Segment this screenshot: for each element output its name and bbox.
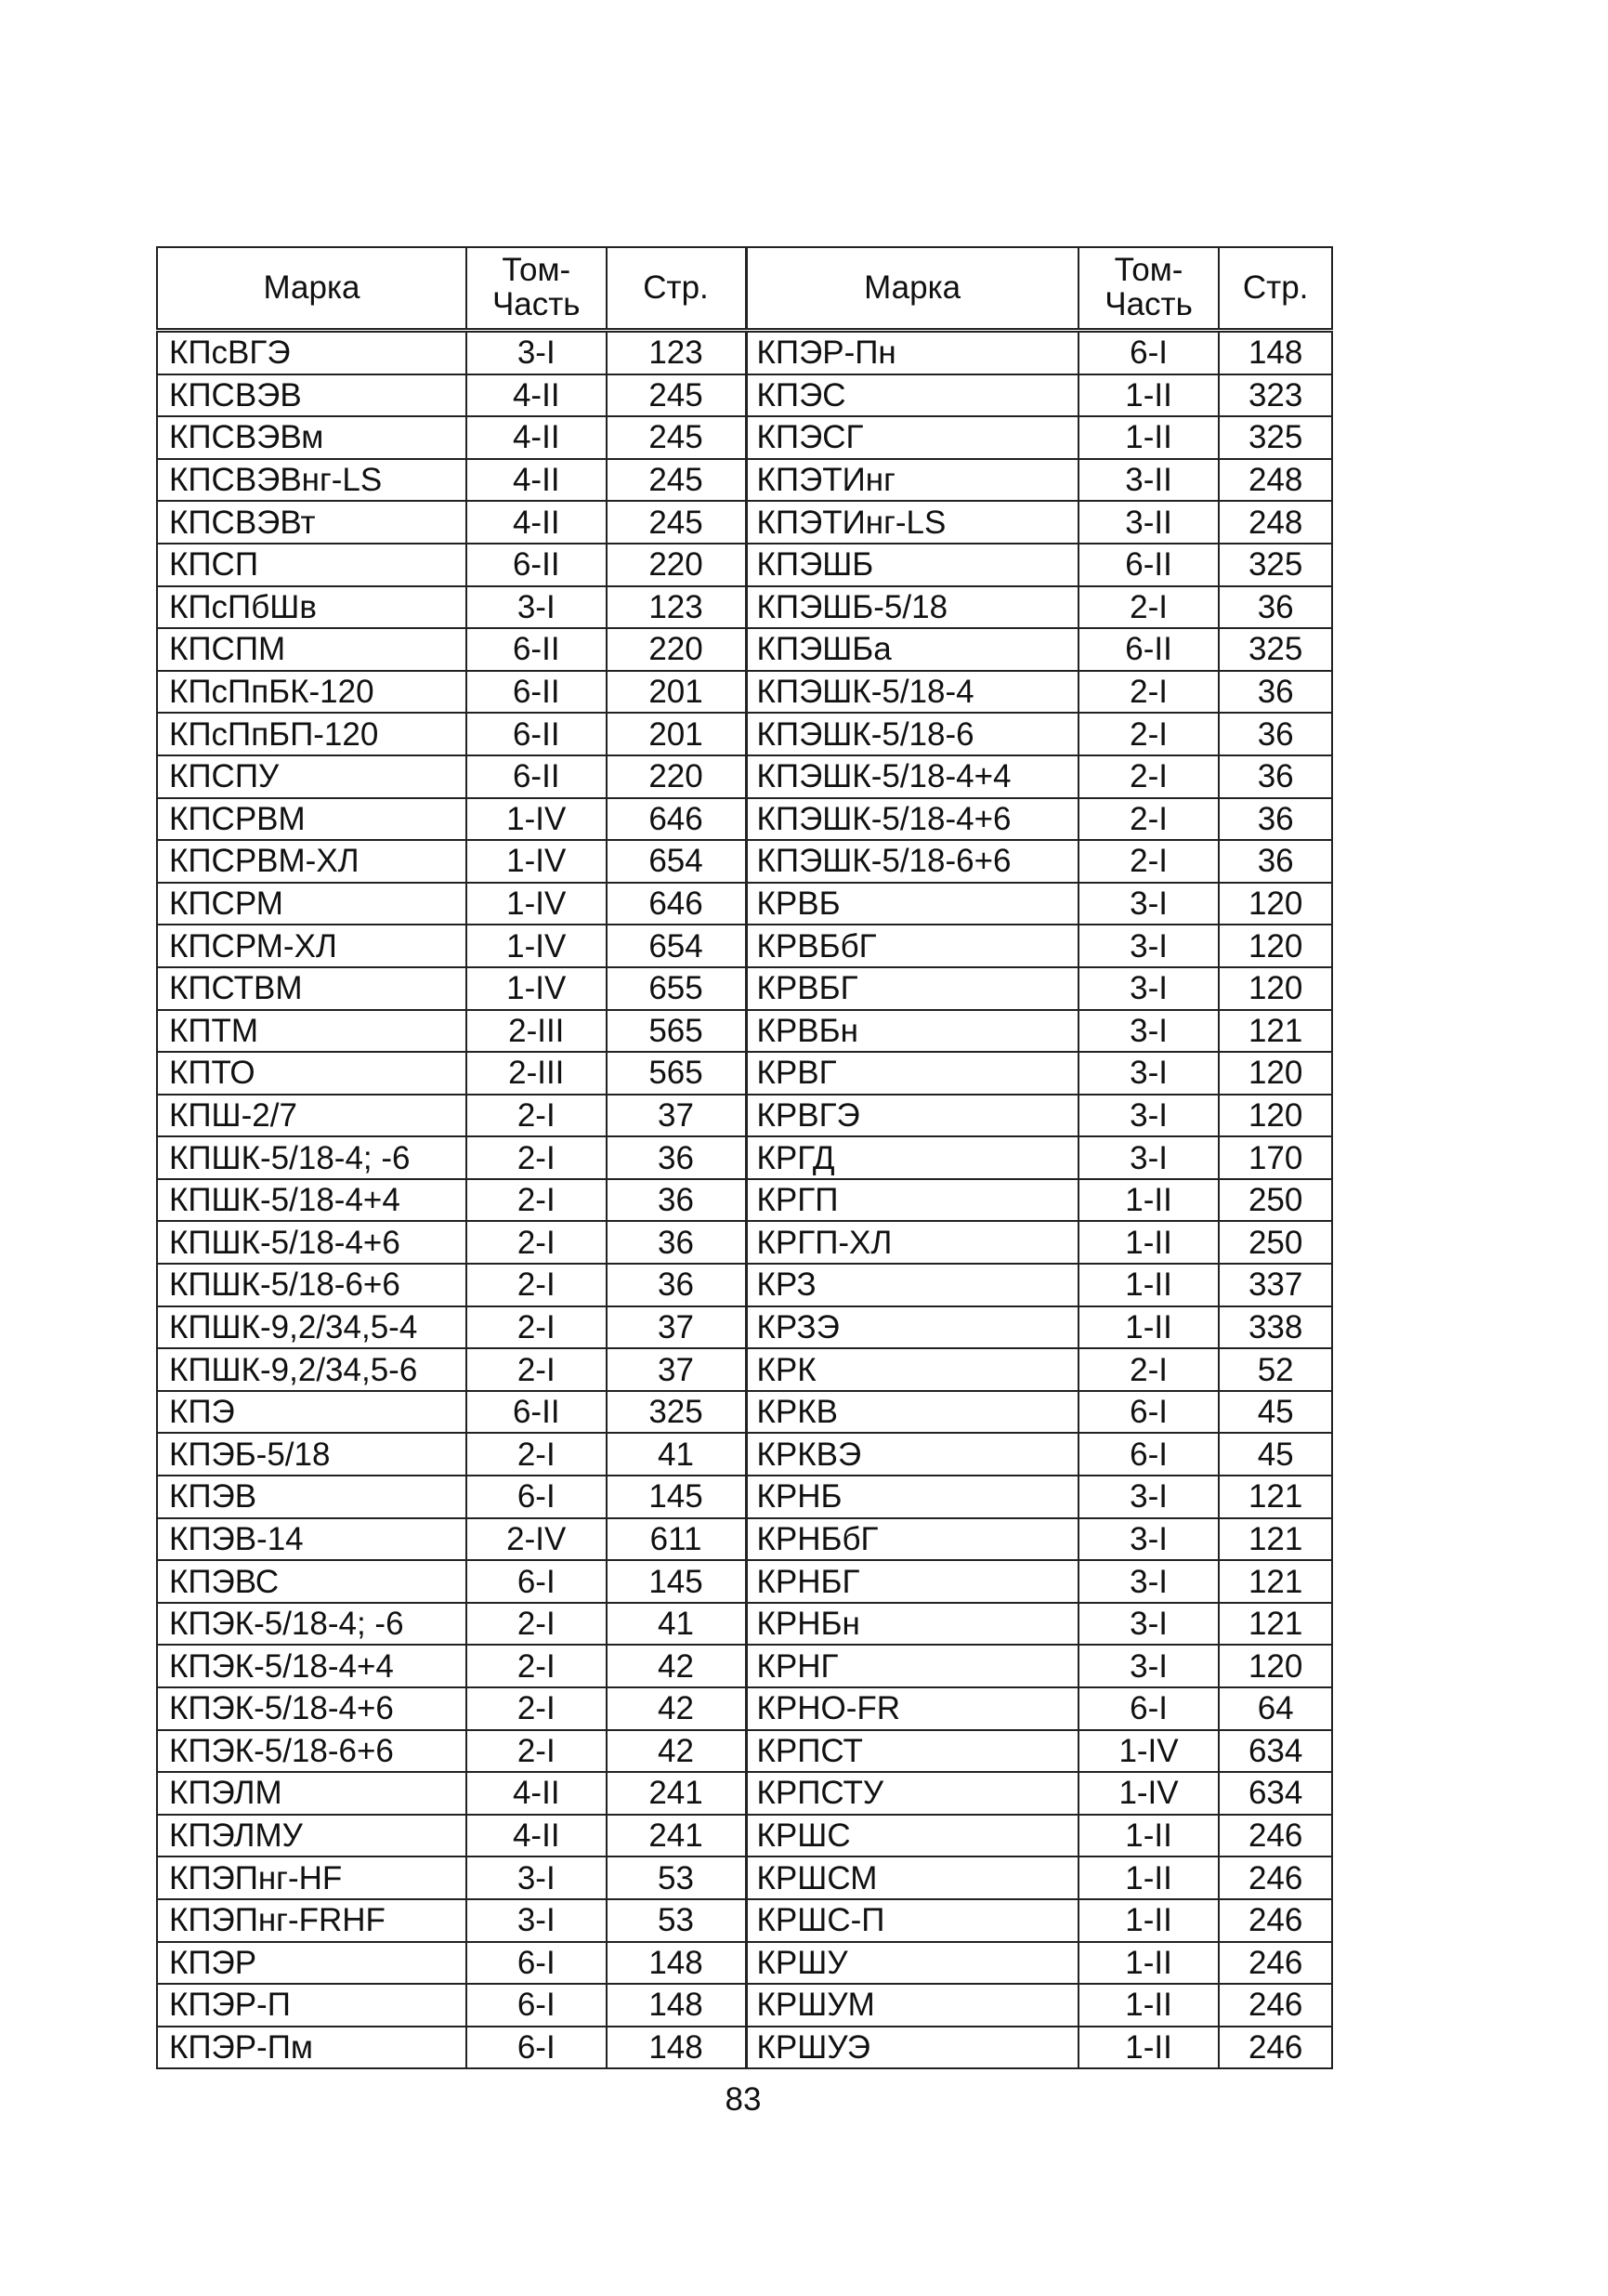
page-cell: 565 [607, 1052, 747, 1095]
volume-part-cell: 4-II [466, 416, 607, 459]
volume-part-cell: 1-II [1079, 1306, 1220, 1349]
volume-part-cell: 6-II [1079, 628, 1220, 671]
volume-part-cell: 1-II [1079, 1179, 1220, 1222]
page-cell: 170 [1219, 1136, 1332, 1179]
page-cell: 52 [1219, 1348, 1332, 1391]
table-row [157, 1772, 1332, 1815]
volume-part-cell: 3-I [1079, 967, 1220, 1010]
page-cell: 245 [607, 459, 747, 502]
page-cell: 36 [1219, 798, 1332, 841]
page-cell: 120 [1219, 1645, 1332, 1687]
table-row [157, 1136, 1332, 1179]
volume-part-cell: 1-IV [466, 883, 607, 925]
page-cell: 646 [607, 798, 747, 841]
header-page-left: Стр. [607, 247, 747, 331]
page-cell: 120 [1219, 1095, 1332, 1137]
page-cell: 248 [1219, 459, 1332, 502]
table-row [157, 1603, 1332, 1646]
table-row [157, 713, 1332, 755]
page-cell: 325 [607, 1391, 747, 1434]
volume-part-cell: 6-I [466, 1476, 607, 1518]
page-cell: 634 [1219, 1772, 1332, 1815]
page-cell: 325 [1219, 628, 1332, 671]
volume-part-cell: 2-I [466, 1221, 607, 1264]
volume-part-cell: 3-I [466, 331, 607, 374]
page-cell: 246 [1219, 1899, 1332, 1942]
volume-part-cell: 4-II [466, 374, 607, 417]
mark-cell: КПЭР-Пн [746, 331, 1079, 374]
table-row [157, 1221, 1332, 1264]
mark-cell: КРВБГ [746, 967, 1079, 1010]
mark-cell: КПЭР-П [157, 1984, 466, 2027]
page-cell: 245 [607, 501, 747, 544]
mark-cell: КПсВГЭ [157, 331, 466, 374]
volume-part-cell: 3-I [1079, 1603, 1220, 1646]
mark-cell: КПЭК-5/18-4+6 [157, 1687, 466, 1730]
volume-part-cell: 1-IV [466, 925, 607, 967]
volume-part-cell: 1-IV [466, 840, 607, 883]
volume-part-cell: 6-I [466, 2027, 607, 2069]
mark-cell: КРГП [746, 1179, 1079, 1222]
mark-cell: КПЭШК-5/18-4+4 [746, 755, 1079, 798]
page-cell: 655 [607, 967, 747, 1010]
mark-cell: КПЭШБа [746, 628, 1079, 671]
table-row [157, 1518, 1332, 1561]
table-row [157, 416, 1332, 459]
mark-cell: КПЭШК-5/18-4 [746, 671, 1079, 714]
page-cell: 220 [607, 755, 747, 798]
volume-part-cell: 2-I [1079, 1348, 1220, 1391]
table-body [157, 331, 1332, 2069]
page-cell: 45 [1219, 1391, 1332, 1434]
page-cell: 42 [607, 1645, 747, 1687]
volume-part-cell: 6-I [1079, 1433, 1220, 1476]
table-row [157, 459, 1332, 502]
page-cell: 654 [607, 925, 747, 967]
volume-part-cell: 4-II [466, 1772, 607, 1815]
mark-cell: КПЭШБ [746, 544, 1079, 586]
table-row [157, 1560, 1332, 1603]
page-cell: 121 [1219, 1560, 1332, 1603]
page-cell: 37 [607, 1095, 747, 1137]
volume-part-cell: 3-I [1079, 1645, 1220, 1687]
page-cell: 36 [607, 1221, 747, 1264]
mark-cell: КРНБ [746, 1476, 1079, 1518]
table-row [157, 925, 1332, 967]
table-row [157, 2027, 1332, 2069]
volume-part-cell: 3-I [1079, 1052, 1220, 1095]
table-row [157, 331, 1332, 374]
volume-part-cell: 2-I [1079, 586, 1220, 629]
volume-part-cell: 2-I [466, 1348, 607, 1391]
mark-cell: КРШС-П [746, 1899, 1079, 1942]
mark-cell: КПЭБ-5/18 [157, 1433, 466, 1476]
mark-cell: КПСРВМ [157, 798, 466, 841]
volume-part-cell: 3-I [1079, 1136, 1220, 1179]
volume-part-cell: 2-I [466, 1433, 607, 1476]
page-cell: 246 [1219, 2027, 1332, 2069]
header-mark-left: Марка [157, 247, 466, 331]
volume-part-cell: 3-I [1079, 1476, 1220, 1518]
table-row [157, 798, 1332, 841]
page-cell: 148 [607, 1984, 747, 2027]
table-row [157, 1856, 1332, 1899]
page-cell: 42 [607, 1687, 747, 1730]
volume-part-cell: 6-I [1079, 331, 1220, 374]
mark-cell: КРГД [746, 1136, 1079, 1179]
mark-cell: КПЭВ-14 [157, 1518, 466, 1561]
table-row [157, 1391, 1332, 1434]
page-cell: 148 [607, 2027, 747, 2069]
page-cell: 120 [1219, 883, 1332, 925]
volume-part-cell: 3-I [1079, 1095, 1220, 1137]
mark-cell: КРГП-ХЛ [746, 1221, 1079, 1264]
page-cell: 53 [607, 1856, 747, 1899]
page-cell: 325 [1219, 416, 1332, 459]
mark-cell: КПЭВС [157, 1560, 466, 1603]
volume-part-cell: 6-I [1079, 1687, 1220, 1730]
volume-part-cell: 3-I [466, 586, 607, 629]
mark-cell: КПЭК-5/18-4+4 [157, 1645, 466, 1687]
volume-part-cell: 3-I [1079, 1560, 1220, 1603]
volume-part-cell: 2-I [466, 1306, 607, 1349]
page-cell: 41 [607, 1603, 747, 1646]
page-cell: 241 [607, 1815, 747, 1857]
mark-cell: КПСВЭВм [157, 416, 466, 459]
table-row [157, 1264, 1332, 1306]
mark-cell: КПсПпБК-120 [157, 671, 466, 714]
page-cell: 36 [1219, 671, 1332, 714]
mark-cell: КРВГЭ [746, 1095, 1079, 1137]
volume-part-cell: 6-I [466, 1942, 607, 1985]
volume-part-cell: 3-I [466, 1856, 607, 1899]
table-row [157, 501, 1332, 544]
volume-part-cell: 2-IV [466, 1518, 607, 1561]
volume-part-cell: 1-II [1079, 1899, 1220, 1942]
volume-part-cell: 3-I [466, 1899, 607, 1942]
table-row [157, 1010, 1332, 1053]
mark-cell: КПЭШК-5/18-6+6 [746, 840, 1079, 883]
mark-cell: КРПСТУ [746, 1772, 1079, 1815]
volume-part-cell: 2-I [466, 1264, 607, 1306]
page-cell: 37 [607, 1348, 747, 1391]
mark-cell: КПЭР [157, 1942, 466, 1985]
mark-cell: КПЭЛМУ [157, 1815, 466, 1857]
volume-part-cell: 6-II [1079, 544, 1220, 586]
table-row [157, 883, 1332, 925]
volume-part-cell: 2-I [466, 1730, 607, 1773]
mark-cell: КПШК-5/18-6+6 [157, 1264, 466, 1306]
page-cell: 36 [1219, 755, 1332, 798]
page-cell: 646 [607, 883, 747, 925]
brand-index-table [156, 246, 1333, 2069]
header-mark-right: Марка [746, 247, 1079, 331]
table-row [157, 671, 1332, 714]
page-cell: 220 [607, 628, 747, 671]
page-cell: 565 [607, 1010, 747, 1053]
mark-cell: КПЭС [746, 374, 1079, 417]
mark-cell: КРКВ [746, 1391, 1079, 1434]
mark-cell: КРВБбГ [746, 925, 1079, 967]
volume-part-cell: 2-III [466, 1052, 607, 1095]
volume-part-cell: 1-II [1079, 1984, 1220, 2027]
volume-part-cell: 1-II [1079, 1815, 1220, 1857]
page-cell: 36 [1219, 713, 1332, 755]
page-cell: 246 [1219, 1984, 1332, 2027]
mark-cell: КРНБГ [746, 1560, 1079, 1603]
mark-cell: КРНБн [746, 1603, 1079, 1646]
volume-part-cell: 6-II [466, 755, 607, 798]
table-row [157, 1348, 1332, 1391]
table-row [157, 1984, 1332, 2027]
page-cell: 250 [1219, 1221, 1332, 1264]
mark-cell: КПЭСГ [746, 416, 1079, 459]
volume-part-cell: 1-IV [466, 798, 607, 841]
volume-part-cell: 1-II [1079, 1264, 1220, 1306]
mark-cell: КРШУЭ [746, 2027, 1079, 2069]
mark-cell: КПЭЛМ [157, 1772, 466, 1815]
volume-part-cell: 1-II [1079, 1856, 1220, 1899]
volume-part-cell: 6-II [466, 544, 607, 586]
mark-cell: КПЭПнг-HF [157, 1856, 466, 1899]
mark-cell: КПСПУ [157, 755, 466, 798]
page-cell: 634 [1219, 1730, 1332, 1773]
volume-part-cell: 2-I [466, 1179, 607, 1222]
mark-cell: КРВБ [746, 883, 1079, 925]
mark-cell: КПСПМ [157, 628, 466, 671]
volume-part-cell: 2-I [1079, 840, 1220, 883]
header-page-right: Стр. [1219, 247, 1332, 331]
table-row [157, 1306, 1332, 1349]
volume-part-cell: 1-II [1079, 416, 1220, 459]
page-cell: 120 [1219, 967, 1332, 1010]
page-cell: 323 [1219, 374, 1332, 417]
page-cell: 246 [1219, 1815, 1332, 1857]
volume-part-cell: 4-II [466, 1815, 607, 1857]
table-row [157, 1476, 1332, 1518]
page-cell: 53 [607, 1899, 747, 1942]
mark-cell: КРНГ [746, 1645, 1079, 1687]
page-cell: 123 [607, 331, 747, 374]
volume-part-cell: 1-IV [466, 967, 607, 1010]
volume-part-cell: 4-II [466, 501, 607, 544]
page-cell: 337 [1219, 1264, 1332, 1306]
table-row [157, 586, 1332, 629]
mark-cell: КПШК-5/18-4; -6 [157, 1136, 466, 1179]
page-cell: 245 [607, 416, 747, 459]
mark-cell: КПЭК-5/18-4; -6 [157, 1603, 466, 1646]
page-cell: 37 [607, 1306, 747, 1349]
page-cell: 148 [1219, 331, 1332, 374]
table-header-row [157, 247, 1332, 331]
page-cell: 145 [607, 1560, 747, 1603]
page-cell: 123 [607, 586, 747, 629]
volume-part-cell: 3-I [1079, 883, 1220, 925]
table-row [157, 1687, 1332, 1730]
page-cell: 121 [1219, 1010, 1332, 1053]
page-cell: 36 [607, 1264, 747, 1306]
mark-cell: КПШК-9,2/34,5-6 [157, 1348, 466, 1391]
volume-part-cell: 1-II [1079, 374, 1220, 417]
page-cell: 325 [1219, 544, 1332, 586]
page-cell: 148 [607, 1942, 747, 1985]
mark-cell: КПЭШБ-5/18 [746, 586, 1079, 629]
volume-part-cell: 4-II [466, 459, 607, 502]
volume-part-cell: 6-I [466, 1984, 607, 2027]
page-cell: 45 [1219, 1433, 1332, 1476]
volume-part-cell: 6-II [466, 628, 607, 671]
mark-cell: КПШК-5/18-4+4 [157, 1179, 466, 1222]
page-cell: 121 [1219, 1518, 1332, 1561]
volume-part-cell: 2-I [466, 1136, 607, 1179]
table-row [157, 374, 1332, 417]
mark-cell: КРК [746, 1348, 1079, 1391]
volume-part-cell: 6-II [466, 1391, 607, 1434]
mark-cell: КРВБн [746, 1010, 1079, 1053]
page-cell: 121 [1219, 1476, 1332, 1518]
volume-part-cell: 6-I [1079, 1391, 1220, 1434]
volume-part-cell: 6-II [466, 671, 607, 714]
volume-part-cell: 2-I [1079, 798, 1220, 841]
mark-cell: КРШУМ [746, 1984, 1079, 2027]
page-cell: 41 [607, 1433, 747, 1476]
mark-cell: КПСТВМ [157, 967, 466, 1010]
mark-cell: КПТО [157, 1052, 466, 1095]
page-cell: 36 [1219, 840, 1332, 883]
page-cell: 42 [607, 1730, 747, 1773]
table-row [157, 755, 1332, 798]
page-cell: 145 [607, 1476, 747, 1518]
page-cell: 245 [607, 374, 747, 417]
mark-cell: КРНБбГ [746, 1518, 1079, 1561]
page-cell: 611 [607, 1518, 747, 1561]
mark-cell: КПЭВ [157, 1476, 466, 1518]
mark-cell: КРВГ [746, 1052, 1079, 1095]
mark-cell: КПЭ [157, 1391, 466, 1434]
mark-cell: КПЭШК-5/18-4+6 [746, 798, 1079, 841]
mark-cell: КРШС [746, 1815, 1079, 1857]
page-number: 83 [725, 2081, 762, 2118]
mark-cell: КПШК-9,2/34,5-4 [157, 1306, 466, 1349]
table-row [157, 1730, 1332, 1773]
mark-cell: КПсПбШв [157, 586, 466, 629]
volume-part-cell: 2-I [1079, 713, 1220, 755]
mark-cell: КРЗЭ [746, 1306, 1079, 1349]
page-cell: 36 [607, 1136, 747, 1179]
header-volume-right: Том- Часть [1079, 247, 1220, 331]
page-cell: 201 [607, 713, 747, 755]
page-cell: 120 [1219, 1052, 1332, 1095]
page-cell: 201 [607, 671, 747, 714]
volume-part-cell: 3-I [1079, 1518, 1220, 1561]
mark-cell: КПШК-5/18-4+6 [157, 1221, 466, 1264]
mark-cell: КПЭК-5/18-6+6 [157, 1730, 466, 1773]
volume-part-cell: 1-IV [1079, 1772, 1220, 1815]
mark-cell: КПСВЭВт [157, 501, 466, 544]
page-cell: 121 [1219, 1603, 1332, 1646]
mark-cell: КРШСМ [746, 1856, 1079, 1899]
mark-cell: КПсПпБП-120 [157, 713, 466, 755]
volume-part-cell: 2-I [466, 1603, 607, 1646]
page-cell: 120 [1219, 925, 1332, 967]
volume-part-cell: 1-II [1079, 2027, 1220, 2069]
table-row [157, 1095, 1332, 1137]
mark-cell: КРКВЭ [746, 1433, 1079, 1476]
page-cell: 246 [1219, 1856, 1332, 1899]
mark-cell: КПТМ [157, 1010, 466, 1053]
volume-part-cell: 1-II [1079, 1942, 1220, 1985]
table-row [157, 1179, 1332, 1222]
table-row [157, 544, 1332, 586]
volume-part-cell: 2-I [466, 1095, 607, 1137]
page-cell: 248 [1219, 501, 1332, 544]
table-row [157, 628, 1332, 671]
mark-cell: КПШ-2/7 [157, 1095, 466, 1137]
mark-cell: КРШУ [746, 1942, 1079, 1985]
mark-cell: КПСРВМ-ХЛ [157, 840, 466, 883]
page-cell: 36 [607, 1179, 747, 1222]
mark-cell: КПЭПнг-FRHF [157, 1899, 466, 1942]
table-row [157, 967, 1332, 1010]
volume-part-cell: 2-I [1079, 755, 1220, 798]
mark-cell: КПЭР-Пм [157, 2027, 466, 2069]
volume-part-cell: 1-II [1079, 1221, 1220, 1264]
page-cell: 250 [1219, 1179, 1332, 1222]
volume-part-cell: 6-II [466, 713, 607, 755]
table-row [157, 1815, 1332, 1857]
volume-part-cell: 6-I [466, 1560, 607, 1603]
mark-cell: КРЗ [746, 1264, 1079, 1306]
page-cell: 246 [1219, 1942, 1332, 1985]
mark-cell: КПСВЭВнг-LS [157, 459, 466, 502]
page-cell: 64 [1219, 1687, 1332, 1730]
page-cell: 338 [1219, 1306, 1332, 1349]
volume-part-cell: 2-I [466, 1687, 607, 1730]
volume-part-cell: 2-III [466, 1010, 607, 1053]
table-row [157, 1433, 1332, 1476]
volume-part-cell: 2-I [1079, 671, 1220, 714]
mark-cell: КПСРМ-ХЛ [157, 925, 466, 967]
page-cell: 654 [607, 840, 747, 883]
table-row [157, 840, 1332, 883]
mark-cell: КРНО-FR [746, 1687, 1079, 1730]
volume-part-cell: 3-I [1079, 925, 1220, 967]
volume-part-cell: 1-IV [1079, 1730, 1220, 1773]
table-row [157, 1645, 1332, 1687]
mark-cell: КПЭТИнг [746, 459, 1079, 502]
mark-cell: КПЭШК-5/18-6 [746, 713, 1079, 755]
page-cell: 36 [1219, 586, 1332, 629]
mark-cell: КПСВЭВ [157, 374, 466, 417]
volume-part-cell: 2-I [466, 1645, 607, 1687]
table-row [157, 1899, 1332, 1942]
mark-cell: КРПСТ [746, 1730, 1079, 1773]
page-cell: 220 [607, 544, 747, 586]
volume-part-cell: 3-II [1079, 501, 1220, 544]
mark-cell: КПСП [157, 544, 466, 586]
mark-cell: КПЭТИнг-LS [746, 501, 1079, 544]
mark-cell: КПСРМ [157, 883, 466, 925]
table-row [157, 1052, 1332, 1095]
page-cell: 241 [607, 1772, 747, 1815]
header-volume-left: Том- Часть [466, 247, 607, 331]
volume-part-cell: 3-II [1079, 459, 1220, 502]
table-row [157, 1942, 1332, 1985]
volume-part-cell: 3-I [1079, 1010, 1220, 1053]
